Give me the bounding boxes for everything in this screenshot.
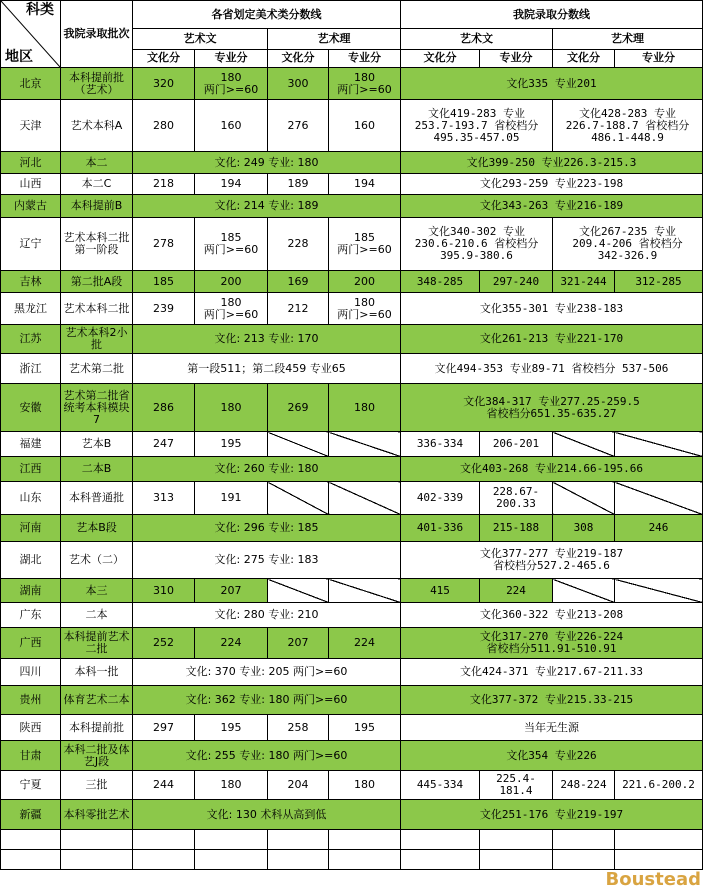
province-cell: 北京	[1, 68, 61, 100]
our-merged-cell: 文化317-270 专业226-224 省校档分511.91-510.91	[401, 628, 703, 659]
provincial-merged-cell: 文化: 255 专业: 180 两门>=60	[133, 741, 401, 771]
our-arts-culture-cell: 348-285	[401, 271, 480, 293]
table-row	[1, 715, 703, 741]
our-merged-cell: 文化377-372 专业215.33-215	[401, 686, 703, 715]
empty-cell	[329, 830, 401, 850]
batch-cell: 三批	[61, 771, 133, 800]
batch-cell: 本科提前艺术二批	[61, 628, 133, 659]
batch-cell: 艺术本科2小批	[61, 325, 133, 354]
table-row	[1, 457, 703, 482]
table-row	[1, 325, 703, 354]
provincial-merged-cell: 文化: 370 专业: 205 两门>=60	[133, 659, 401, 686]
provincial-science-culture-cell: 189	[268, 174, 329, 195]
our-arts-major-cell: 297-240	[480, 271, 553, 293]
empty-slashed-cell	[615, 432, 703, 457]
our-arts-major-cell: 206-201	[480, 432, 553, 457]
batch-cell: 体育艺术二本	[61, 686, 133, 715]
provincial-science-major-cell: 180	[329, 384, 401, 432]
provincial-science-culture-cell: 207	[268, 628, 329, 659]
provincial-science-major-cell: 180 两门>=60	[329, 68, 401, 100]
table-row	[1, 100, 703, 152]
our-merged-cell: 文化354 专业226	[401, 741, 703, 771]
our-arts-culture-cell: 402-339	[401, 482, 480, 515]
provincial-arts-major-cell: 195	[195, 432, 268, 457]
empty-cell	[401, 830, 480, 850]
corner-label-category: 科类	[26, 2, 54, 18]
provincial-science-culture-cell: 204	[268, 771, 329, 800]
our-merged-cell: 文化384-317 专业277.25-259.5 省校档分651.35-635.27	[401, 384, 703, 432]
table-row	[1, 800, 703, 830]
provincial-arts-culture-header: 文化分	[133, 49, 195, 67]
provincial-science-culture-cell: 169	[268, 271, 329, 293]
provincial-arts-culture-cell: 320	[133, 68, 195, 100]
our-arts-culture-cell: 336-334	[401, 432, 480, 457]
provincial-arts-major-header: 专业分	[195, 49, 268, 67]
table-row	[1, 628, 703, 659]
our-science-culture-cell: 248-224	[553, 771, 615, 800]
provincial-arts-culture-cell: 252	[133, 628, 195, 659]
our-arts-major-cell: 225.4-181.4	[480, 771, 553, 800]
provincial-arts-culture-cell: 297	[133, 715, 195, 741]
batch-cell: 艺术本科二批	[61, 293, 133, 325]
batch-cell: 本科一批	[61, 659, 133, 686]
provincial-merged-cell: 文化: 249 专业: 180	[133, 152, 401, 174]
provincial-merged-cell: 文化: 362 专业: 180 两门>=60	[133, 686, 401, 715]
provincial-science-culture-cell: 212	[268, 293, 329, 325]
provincial-line-header: 各省划定美术类分数线	[133, 1, 401, 29]
provincial-arts-major-cell: 185 两门>=60	[195, 218, 268, 271]
table-row	[1, 354, 703, 384]
our-merged-cell: 文化251-176 专业219-197	[401, 800, 703, 830]
province-cell: 广东	[1, 603, 61, 628]
province-cell: 广西	[1, 628, 61, 659]
empty-slashed-cell	[268, 432, 329, 457]
provincial-science-culture-header: 文化分	[268, 49, 329, 67]
batch-cell: 艺术本科二批第一阶段	[61, 218, 133, 271]
our-merged-cell: 文化293-259 专业223-198	[401, 174, 703, 195]
empty-cell	[329, 850, 401, 870]
our-merged-cell: 文化355-301 专业238-183	[401, 293, 703, 325]
empty-cell	[615, 830, 703, 850]
provincial-science-major-cell: 200	[329, 271, 401, 293]
provincial-arts-major-cell: 180	[195, 384, 268, 432]
provincial-science-culture-cell: 228	[268, 218, 329, 271]
empty-slashed-cell	[329, 432, 401, 457]
empty-cell	[615, 850, 703, 870]
our-science-major-cell: 312-285	[615, 271, 703, 293]
empty-slashed-cell	[553, 432, 615, 457]
provincial-science-major-cell: 224	[329, 628, 401, 659]
empty-cell	[1, 850, 61, 870]
province-cell: 湖南	[1, 579, 61, 603]
batch-cell: 本科普通批	[61, 482, 133, 515]
province-cell: 四川	[1, 659, 61, 686]
provincial-arts-major-cell: 195	[195, 715, 268, 741]
empty-cell	[480, 830, 553, 850]
provincial-merged-cell: 第一段511；第二段459 专业65	[133, 354, 401, 384]
provincial-arts-major-cell: 194	[195, 174, 268, 195]
provincial-arts-major-cell: 180 两门>=60	[195, 68, 268, 100]
empty-row	[1, 850, 703, 870]
table-row	[1, 603, 703, 628]
our-arts-cell: 文化419-283 专业 253.7-193.7 省校档分 495.35-457.05	[401, 100, 553, 152]
our-science-cell: 文化267-235 专业 209.4-206 省校档分 342-326.9	[553, 218, 703, 271]
empty-slashed-cell	[553, 579, 615, 603]
our-arts-culture-cell: 445-334	[401, 771, 480, 800]
provincial-merged-cell: 文化: 260 专业: 180	[133, 457, 401, 482]
our-merged-cell: 当年无生源	[401, 715, 703, 741]
table-row	[1, 686, 703, 715]
table-row	[1, 579, 703, 603]
provincial-merged-cell: 文化: 130 术科从高到低	[133, 800, 401, 830]
province-cell: 江西	[1, 457, 61, 482]
table-row	[1, 293, 703, 325]
provincial-arts-culture-cell: 286	[133, 384, 195, 432]
empty-cell	[480, 850, 553, 870]
provincial-science-culture-cell: 300	[268, 68, 329, 100]
our-science-cell: 文化428-283 专业 226.7-188.7 省校档分 486.1-448.9	[553, 100, 703, 152]
province-cell: 湖北	[1, 542, 61, 579]
batch-cell: 本科零批艺术	[61, 800, 133, 830]
province-cell: 吉林	[1, 271, 61, 293]
our-line-header: 我院录取分数线	[401, 1, 703, 29]
provincial-science-culture-cell: 258	[268, 715, 329, 741]
our-arts-major-cell: 228.67- 200.33	[480, 482, 553, 515]
province-cell: 贵州	[1, 686, 61, 715]
empty-cell	[553, 830, 615, 850]
corner-label-region: 地区	[5, 49, 33, 65]
batch-cell: 本科二批及体艺J段	[61, 741, 133, 771]
our-arts-culture-cell: 401-336	[401, 515, 480, 542]
provincial-arts-culture-cell: 247	[133, 432, 195, 457]
empty-cell	[61, 850, 133, 870]
provincial-science-major-header: 专业分	[329, 49, 401, 67]
table-row	[1, 271, 703, 293]
provincial-science-major-cell: 194	[329, 174, 401, 195]
our-science-culture-cell: 308	[553, 515, 615, 542]
batch-cell: 艺术（二）	[61, 542, 133, 579]
table-row	[1, 771, 703, 800]
batch-cell: 艺术第二批	[61, 354, 133, 384]
batch-cell: 艺术本科A	[61, 100, 133, 152]
empty-slashed-cell	[329, 482, 401, 515]
batch-cell: 艺术第二批省统考本科模块7	[61, 384, 133, 432]
province-cell: 江苏	[1, 325, 61, 354]
our-merged-cell: 文化399-250 专业226.3-215.3	[401, 152, 703, 174]
provincial-merged-cell: 文化: 275 专业: 183	[133, 542, 401, 579]
provincial-arts-culture-cell: 218	[133, 174, 195, 195]
table-row	[1, 195, 703, 218]
empty-cell	[133, 830, 195, 850]
empty-slashed-cell	[615, 579, 703, 603]
provincial-merged-cell: 文化: 296 专业: 185	[133, 515, 401, 542]
provincial-arts-culture-cell: 278	[133, 218, 195, 271]
empty-row	[1, 830, 703, 850]
provincial-arts-culture-cell: 239	[133, 293, 195, 325]
provincial-science-header: 艺术理	[268, 29, 401, 49]
provincial-arts-major-cell: 180	[195, 771, 268, 800]
batch-cell: 二本	[61, 603, 133, 628]
provincial-arts-major-cell: 160	[195, 100, 268, 152]
province-cell: 辽宁	[1, 218, 61, 271]
batch-cell: 本二C	[61, 174, 133, 195]
province-cell: 陕西	[1, 715, 61, 741]
table-row	[1, 384, 703, 432]
provincial-science-major-cell: 195	[329, 715, 401, 741]
table-row	[1, 152, 703, 174]
province-cell: 黑龙江	[1, 293, 61, 325]
provincial-science-major-cell: 180 两门>=60	[329, 293, 401, 325]
table-row	[1, 482, 703, 515]
table-row	[1, 218, 703, 271]
province-cell: 河南	[1, 515, 61, 542]
table-row	[1, 542, 703, 579]
batch-cell: 本科提前批	[61, 715, 133, 741]
provincial-arts-culture-cell: 280	[133, 100, 195, 152]
provincial-arts-major-cell: 207	[195, 579, 268, 603]
batch-column-header: 我院录取批次	[61, 1, 133, 68]
province-cell: 宁夏	[1, 771, 61, 800]
table-row	[1, 68, 703, 100]
empty-slashed-cell	[553, 482, 615, 515]
empty-cell	[195, 850, 268, 870]
our-science-major-cell: 221.6-200.2	[615, 771, 703, 800]
provincial-merged-cell: 文化: 280 专业: 210	[133, 603, 401, 628]
empty-cell	[268, 830, 329, 850]
empty-slashed-cell	[268, 579, 329, 603]
our-merged-cell: 文化335 专业201	[401, 68, 703, 100]
our-science-major-cell: 246	[615, 515, 703, 542]
provincial-arts-major-cell: 180 两门>=60	[195, 293, 268, 325]
our-arts-major-cell: 215-188	[480, 515, 553, 542]
provincial-science-culture-cell: 276	[268, 100, 329, 152]
provincial-arts-major-cell: 200	[195, 271, 268, 293]
province-cell: 内蒙古	[1, 195, 61, 218]
empty-cell	[1, 830, 61, 850]
our-science-culture-cell: 321-244	[553, 271, 615, 293]
our-merged-cell: 文化424-371 专业217.67-211.33	[401, 659, 703, 686]
our-arts-cell: 文化340-302 专业 230.6-210.6 省校档分 395.9-380.6	[401, 218, 553, 271]
batch-cell: 艺本B	[61, 432, 133, 457]
province-cell: 山西	[1, 174, 61, 195]
our-merged-cell: 文化261-213 专业221-170	[401, 325, 703, 354]
provincial-arts-major-cell: 224	[195, 628, 268, 659]
batch-cell: 本科提前批（艺术）	[61, 68, 133, 100]
province-cell: 河北	[1, 152, 61, 174]
provincial-merged-cell: 文化: 214 专业: 189	[133, 195, 401, 218]
province-cell: 甘肃	[1, 741, 61, 771]
our-arts-header: 艺术文	[401, 29, 553, 49]
table-row	[1, 659, 703, 686]
empty-slashed-cell	[268, 482, 329, 515]
provincial-arts-culture-cell: 244	[133, 771, 195, 800]
provincial-science-major-cell: 180	[329, 771, 401, 800]
batch-cell: 二本B	[61, 457, 133, 482]
batch-cell: 艺本B段	[61, 515, 133, 542]
province-cell: 新疆	[1, 800, 61, 830]
provincial-arts-culture-cell: 313	[133, 482, 195, 515]
empty-cell	[61, 830, 133, 850]
empty-slashed-cell	[615, 482, 703, 515]
our-science-major-header: 专业分	[615, 49, 703, 67]
province-cell: 福建	[1, 432, 61, 457]
provincial-science-major-cell: 185 两门>=60	[329, 218, 401, 271]
our-merged-cell: 文化494-353 专业89-71 省校档分 537-506	[401, 354, 703, 384]
batch-cell: 本科提前B	[61, 195, 133, 218]
province-cell: 安徽	[1, 384, 61, 432]
watermark-logo: Boustead	[605, 869, 701, 890]
provincial-arts-major-cell: 191	[195, 482, 268, 515]
empty-cell	[195, 830, 268, 850]
empty-slashed-cell	[329, 579, 401, 603]
our-merged-cell: 文化343-263 专业216-189	[401, 195, 703, 218]
our-arts-major-header: 专业分	[480, 49, 553, 67]
our-arts-culture-header: 文化分	[401, 49, 480, 67]
province-cell: 天津	[1, 100, 61, 152]
our-arts-culture-cell: 415	[401, 579, 480, 603]
corner-header-cell	[1, 1, 61, 68]
table-row	[1, 432, 703, 457]
empty-cell	[268, 850, 329, 870]
province-cell: 浙江	[1, 354, 61, 384]
provincial-merged-cell: 文化: 213 专业: 170	[133, 325, 401, 354]
table-row	[1, 515, 703, 542]
provincial-arts-header: 艺术文	[133, 29, 268, 49]
empty-cell	[553, 850, 615, 870]
table-row	[1, 741, 703, 771]
empty-cell	[401, 850, 480, 870]
batch-cell: 本二	[61, 152, 133, 174]
provincial-science-culture-cell: 269	[268, 384, 329, 432]
our-merged-cell: 文化360-322 专业213-208	[401, 603, 703, 628]
province-cell: 山东	[1, 482, 61, 515]
our-arts-major-cell: 224	[480, 579, 553, 603]
our-merged-cell: 文化403-268 专业214.66-195.66	[401, 457, 703, 482]
batch-cell: 第二批A段	[61, 271, 133, 293]
table-row	[1, 174, 703, 195]
empty-cell	[133, 850, 195, 870]
our-science-culture-header: 文化分	[553, 49, 615, 67]
our-science-header: 艺术理	[553, 29, 703, 49]
batch-cell: 本三	[61, 579, 133, 603]
provincial-arts-culture-cell: 185	[133, 271, 195, 293]
provincial-science-major-cell: 160	[329, 100, 401, 152]
our-merged-cell: 文化377-277 专业219-187 省校档分527.2-465.6	[401, 542, 703, 579]
provincial-arts-culture-cell: 310	[133, 579, 195, 603]
